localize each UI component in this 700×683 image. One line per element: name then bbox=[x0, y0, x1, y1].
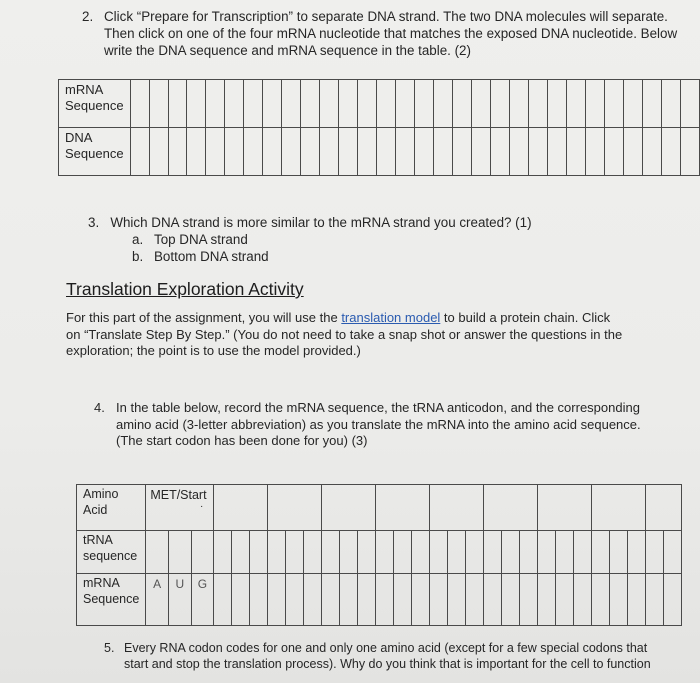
dna-cell[interactable] bbox=[604, 128, 623, 176]
dna-sequence-label bbox=[59, 128, 131, 176]
mrna-cell[interactable] bbox=[396, 80, 415, 128]
mrna-cell[interactable] bbox=[301, 80, 320, 128]
question-2-text: Click “Prepare for Transcription” to separate DNA strand. The two DNA molecules will separate. Then click on one of the four mRNA nucleotide that matches the exposed DNA nucleotide. Below write the DNA sequence and mRNA sequence in the table. (2) bbox=[104, 9, 678, 58]
question-4-number: 4. bbox=[94, 400, 105, 415]
mrna-cell[interactable] bbox=[509, 80, 528, 128]
trna-cell[interactable] bbox=[191, 531, 214, 574]
mrna-cell[interactable] bbox=[574, 574, 592, 626]
mrna-sequence-label bbox=[59, 80, 131, 128]
mrna-cell[interactable] bbox=[322, 574, 340, 626]
trna-cell[interactable] bbox=[646, 531, 664, 574]
dna-cell[interactable] bbox=[642, 128, 661, 176]
dna-cell[interactable] bbox=[206, 128, 225, 176]
amino-label-line1: Amino bbox=[83, 487, 119, 501]
trna-cell[interactable] bbox=[538, 531, 556, 574]
question-5-text: Every RNA codon codes for one and only one amino acid (except for a few special codons that start and stop the translation process). Why do you think that is important for the cell to function bbox=[124, 641, 651, 671]
mrna-cell[interactable] bbox=[304, 574, 322, 626]
mrna-cell[interactable] bbox=[566, 80, 585, 128]
mrna-cell[interactable] bbox=[268, 574, 286, 626]
mrna-cell[interactable] bbox=[490, 80, 509, 128]
mrna-cell[interactable] bbox=[661, 80, 680, 128]
mrna-cell[interactable] bbox=[466, 574, 484, 626]
trna-cell[interactable] bbox=[376, 531, 394, 574]
dna-cell[interactable] bbox=[472, 128, 491, 176]
amino-acid-cell[interactable] bbox=[268, 485, 322, 531]
intro-text-after: to build a protein chain. Click on “Translate Step By Step.” (You do not need to take a snap shot or answer the questions in the exploration; the point is to use the model provided.) bbox=[66, 310, 623, 358]
dna-cell[interactable] bbox=[396, 128, 415, 176]
trna-cell[interactable] bbox=[664, 531, 682, 574]
trna-cell[interactable] bbox=[520, 531, 538, 574]
amino-acid-cell[interactable] bbox=[376, 485, 430, 531]
trna-cell[interactable] bbox=[484, 531, 502, 574]
mrna-cell[interactable] bbox=[592, 574, 610, 626]
mrna-cell[interactable] bbox=[628, 574, 646, 626]
mrna-label-line1: mRNA bbox=[65, 82, 104, 97]
mrna-cell[interactable] bbox=[520, 574, 538, 626]
trna-cell[interactable] bbox=[286, 531, 304, 574]
mrna-cell[interactable] bbox=[225, 80, 244, 128]
amino-acid-label bbox=[77, 485, 146, 531]
mrna-label bbox=[77, 574, 146, 626]
dna-cell[interactable] bbox=[585, 128, 604, 176]
dna-cell[interactable] bbox=[244, 128, 263, 176]
trna-label-line2: sequence bbox=[83, 548, 138, 563]
mrna-cell[interactable] bbox=[547, 80, 566, 128]
mrna-cell[interactable] bbox=[623, 80, 642, 128]
dna-cell[interactable] bbox=[149, 128, 168, 176]
dna-cell[interactable] bbox=[339, 128, 358, 176]
mrna-cell[interactable] bbox=[434, 80, 453, 128]
mrna-sequence-row bbox=[59, 80, 700, 128]
dna-cell[interactable] bbox=[680, 128, 699, 176]
trna-cell[interactable] bbox=[168, 531, 191, 574]
trna-cell[interactable] bbox=[394, 531, 412, 574]
dna-cell[interactable] bbox=[490, 128, 509, 176]
dna-cell[interactable] bbox=[301, 128, 320, 176]
question-3 bbox=[88, 214, 532, 265]
question-4 bbox=[94, 400, 654, 450]
mrna-cell[interactable] bbox=[149, 80, 168, 128]
mrna-cell[interactable] bbox=[244, 80, 263, 128]
mrna-cell[interactable] bbox=[556, 574, 574, 626]
mrna-cell[interactable] bbox=[168, 80, 187, 128]
amino-acid-cell[interactable] bbox=[214, 485, 268, 531]
dna-cell[interactable] bbox=[623, 128, 642, 176]
trna-row bbox=[77, 531, 682, 574]
mrna-row bbox=[77, 574, 682, 626]
mrna-cell[interactable] bbox=[502, 574, 520, 626]
trna-cell[interactable] bbox=[214, 531, 232, 574]
mrna-cell[interactable] bbox=[528, 80, 547, 128]
trna-cell[interactable] bbox=[146, 531, 169, 574]
mrna-cell[interactable] bbox=[484, 574, 502, 626]
dna-cell[interactable] bbox=[263, 128, 282, 176]
trna-cell[interactable] bbox=[448, 531, 466, 574]
dna-cell[interactable] bbox=[168, 128, 187, 176]
dna-cell[interactable] bbox=[377, 128, 396, 176]
dna-cell[interactable] bbox=[528, 128, 547, 176]
mrna-cell[interactable] bbox=[130, 80, 149, 128]
translation-model-link[interactable]: translation model bbox=[341, 310, 441, 325]
trna-label bbox=[77, 531, 146, 574]
dna-cell[interactable] bbox=[225, 128, 244, 176]
trna-cell[interactable] bbox=[250, 531, 268, 574]
mrna-cell[interactable] bbox=[340, 574, 358, 626]
met-start-value: MET/Start bbox=[150, 488, 207, 502]
mrna-cell[interactable] bbox=[538, 574, 556, 626]
mrna-cell[interactable] bbox=[394, 574, 412, 626]
mrna-cell[interactable] bbox=[214, 574, 232, 626]
question-4-text: In the table below, record the mRNA sequence, the tRNA anticodon, and the corresponding amino acid (3-letter abbreviation) as you translate the mRNA into the amino acid sequence. (The start codon has been done for you) (3) bbox=[116, 400, 641, 448]
mrna-cell[interactable] bbox=[610, 574, 628, 626]
dna-cell[interactable] bbox=[358, 128, 377, 176]
trna-cell[interactable] bbox=[304, 531, 322, 574]
trna-cell[interactable] bbox=[574, 531, 592, 574]
mrna-cell[interactable] bbox=[232, 574, 250, 626]
mrna-cell[interactable] bbox=[646, 574, 664, 626]
option-a-letter: a. bbox=[132, 232, 144, 247]
trna-cell[interactable] bbox=[430, 531, 448, 574]
dna-cell[interactable] bbox=[282, 128, 301, 176]
mrna-cell[interactable] bbox=[412, 574, 430, 626]
dna-cell[interactable] bbox=[661, 128, 680, 176]
mrna-cell[interactable] bbox=[250, 574, 268, 626]
dna-label-line1: DNA bbox=[65, 130, 93, 145]
dna-cell[interactable] bbox=[434, 128, 453, 176]
amino-acid-cell[interactable] bbox=[322, 485, 376, 531]
dna-cell[interactable] bbox=[547, 128, 566, 176]
trna-label-line1: tRNA bbox=[83, 533, 113, 547]
trna-cell[interactable] bbox=[592, 531, 610, 574]
mrna-label2-line1: mRNA bbox=[83, 576, 120, 590]
mrna-cell[interactable] bbox=[377, 80, 396, 128]
question-3-number: 3. bbox=[88, 215, 100, 230]
mrna-codon-cell: G bbox=[191, 574, 214, 626]
amino-label-line2: Acid bbox=[83, 502, 108, 517]
dna-cell[interactable] bbox=[187, 128, 206, 176]
mrna-codon-cell: A bbox=[146, 574, 169, 626]
trna-cell[interactable] bbox=[358, 531, 376, 574]
dna-sequence-row bbox=[59, 128, 700, 176]
trna-cell[interactable] bbox=[556, 531, 574, 574]
dna-cell[interactable] bbox=[453, 128, 472, 176]
trna-cell[interactable] bbox=[412, 531, 430, 574]
mrna-cell[interactable] bbox=[286, 574, 304, 626]
amino-acid-cell[interactable] bbox=[430, 485, 484, 531]
amino-acid-cell[interactable] bbox=[484, 485, 538, 531]
option-b[interactable] bbox=[132, 248, 532, 265]
question-5-number: 5. bbox=[104, 641, 115, 655]
mrna-cell[interactable] bbox=[187, 80, 206, 128]
dna-cell[interactable] bbox=[320, 128, 339, 176]
mrna-label2-line2: Sequence bbox=[83, 591, 140, 606]
amino-acid-row bbox=[77, 485, 682, 531]
mrna-cell[interactable] bbox=[585, 80, 604, 128]
amino-acid-cell[interactable] bbox=[592, 485, 646, 531]
mrna-cell[interactable] bbox=[376, 574, 394, 626]
mrna-cell[interactable] bbox=[282, 80, 301, 128]
trna-cell[interactable] bbox=[502, 531, 520, 574]
amino-acid-cell[interactable] bbox=[538, 485, 592, 531]
mrna-cell[interactable] bbox=[448, 574, 466, 626]
mrna-cell[interactable] bbox=[320, 80, 339, 128]
option-a[interactable] bbox=[132, 231, 532, 248]
trna-cell[interactable] bbox=[268, 531, 286, 574]
mrna-cell[interactable] bbox=[664, 574, 682, 626]
question-2 bbox=[82, 8, 682, 59]
trna-cell[interactable] bbox=[610, 531, 628, 574]
mrna-cell[interactable] bbox=[339, 80, 358, 128]
mrna-label-line2: Sequence bbox=[65, 98, 124, 113]
mrna-cell[interactable] bbox=[415, 80, 434, 128]
intro-text-before: For this part of the assignment, you will use the bbox=[66, 310, 342, 325]
translation-intro bbox=[66, 310, 626, 360]
dna-cell[interactable] bbox=[566, 128, 585, 176]
mrna-cell[interactable] bbox=[642, 80, 661, 128]
mrna-cell[interactable] bbox=[604, 80, 623, 128]
trna-cell[interactable] bbox=[628, 531, 646, 574]
dna-cell[interactable] bbox=[415, 128, 434, 176]
amino-acid-cell[interactable] bbox=[646, 485, 682, 531]
mrna-cell[interactable] bbox=[358, 80, 377, 128]
dna-mrna-table bbox=[58, 79, 700, 176]
translation-table bbox=[76, 484, 682, 626]
option-b-text: Bottom DNA strand bbox=[154, 249, 269, 264]
dna-cell[interactable] bbox=[509, 128, 528, 176]
trna-cell[interactable] bbox=[466, 531, 484, 574]
question-5 bbox=[104, 640, 664, 672]
trna-cell[interactable] bbox=[322, 531, 340, 574]
question-3-text: Which DNA strand is more similar to the mRNA strand you created? (1) bbox=[110, 215, 532, 230]
mrna-cell[interactable] bbox=[680, 80, 699, 128]
question-2-number: 2. bbox=[82, 9, 94, 24]
option-b-letter: b. bbox=[132, 249, 144, 264]
dna-cell[interactable] bbox=[130, 128, 149, 176]
mrna-cell[interactable] bbox=[358, 574, 376, 626]
translation-heading: Translation Exploration Activity bbox=[66, 279, 304, 299]
mrna-codon-cell: U bbox=[168, 574, 191, 626]
option-a-text: Top DNA strand bbox=[154, 232, 248, 247]
mrna-cell[interactable] bbox=[263, 80, 282, 128]
trna-cell[interactable] bbox=[340, 531, 358, 574]
dna-label-line2: Sequence bbox=[65, 146, 124, 161]
mrna-cell[interactable] bbox=[430, 574, 448, 626]
pencil-mark: · bbox=[199, 501, 204, 512]
amino-acid-start-cell bbox=[146, 485, 214, 531]
mrna-cell[interactable] bbox=[206, 80, 225, 128]
mrna-cell[interactable] bbox=[453, 80, 472, 128]
mrna-cell[interactable] bbox=[472, 80, 491, 128]
trna-cell[interactable] bbox=[232, 531, 250, 574]
